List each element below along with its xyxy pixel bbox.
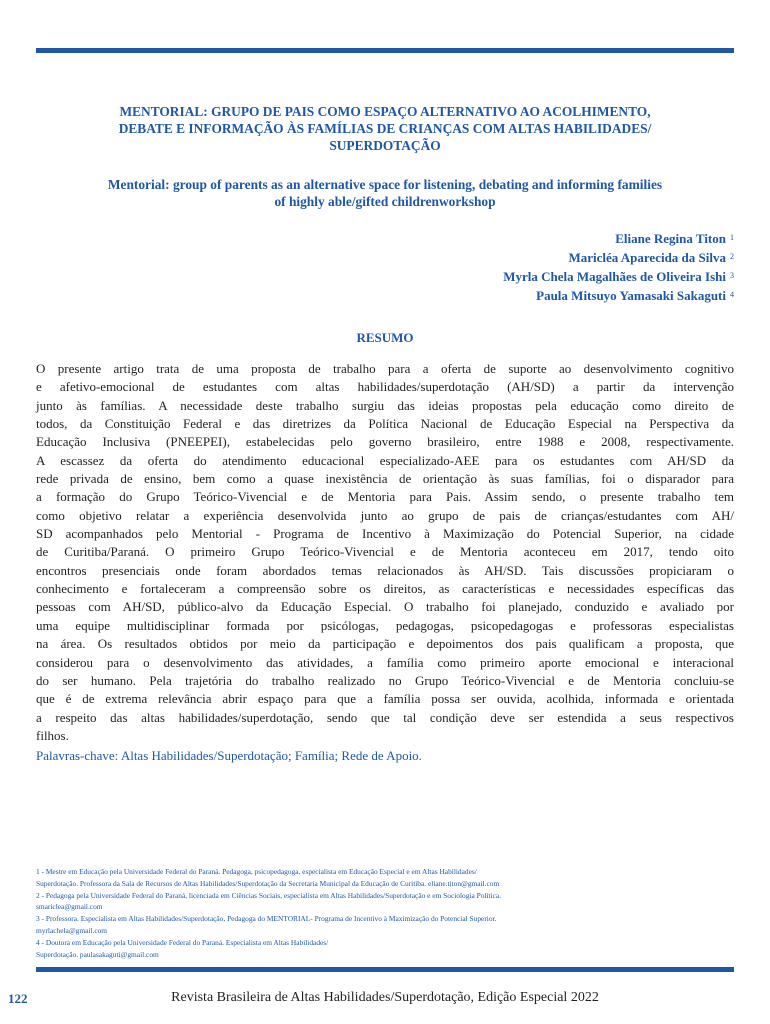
author-footnote-mark: 1 — [730, 233, 734, 242]
author-list — [234, 230, 734, 306]
title-pt-line: SUPERDOTAÇÃO — [329, 138, 441, 153]
abstract-line: a formação do Grupo Teórico-Vivencial e de Mentoria para Pais. Assim sendo, o presente trabalho tem — [36, 489, 734, 505]
author-name: Eliane Regina Titon — [615, 231, 726, 246]
keywords: Palavras-chave: Altas Habilidades/Superdotação; Família; Rede de Apoio. — [36, 748, 422, 763]
author-footnote-mark: 3 — [730, 271, 734, 280]
abstract-line: rede privada de ensino, bem como a quase inexistência de orientação às suas famílias, foi o disparador para — [36, 471, 734, 487]
footnote-line: 4 - Doutora em Educação pela Universidade Federal do Paraná. Especialista em Altas Habilidades/ — [36, 937, 329, 947]
footnotes — [36, 866, 734, 960]
author — [234, 268, 734, 287]
bottom-rule — [36, 967, 734, 972]
abstract-line: a respeito das altas habilidades/superdotação, sendo que tal condição deve ser estendida a seus respectivos — [36, 709, 734, 725]
footnote-line: Superdotação. paulasakaguti@gmail.com — [36, 949, 159, 959]
author-name: Maricléa Aparecida da Silva — [568, 250, 726, 265]
abstract-line: que é de extrema relevância abrir espaço para que a família possa ser ouvida, acolhida, informada e orientada — [36, 691, 734, 707]
author-footnote-mark: 2 — [730, 252, 734, 261]
abstract-heading: RESUMO — [356, 330, 414, 345]
footnote-line: 2 - Pedagoga pela Universidade Federal do Paraná, licenciada em Ciências Sociais, especialista em Altas Habilidades/Superdotação e em Sociologia Política. — [36, 890, 502, 900]
abstract-line: pessoas com AH/SD, público-alvo da Educação Especial. O trabalho foi planejado, conduzido e avaliado por — [36, 599, 734, 615]
abstract-line: A escassez da oferta do atendimento educacional especializado-AEE para os estudantes com AH/SD da — [36, 452, 734, 468]
title-pt-line: MENTORIAL: GRUPO DE PAIS COMO ESPAÇO ALTERNATIVO AO ACOLHIMENTO, — [119, 104, 651, 119]
abstract-line: de Curitiba/Paraná. O primeiro Grupo Teórico-Vivencial e de Mentoria aconteceu em 2017, tendo oito — [36, 544, 734, 560]
title-pt-line: DEBATE E INFORMAÇÃO ÀS FAMÍLIAS DE CRIANÇAS COM ALTAS HABILIDADES/ — [118, 121, 652, 136]
author-name: Myrla Chela Magalhães de Oliveira Ishi — [503, 269, 726, 284]
author — [234, 249, 734, 268]
abstract-line: Educação Inclusiva (PNEEPEI), estabelecidas pelo governo brasileiro, entre 1988 e 2008, respectivamente. — [36, 434, 734, 450]
abstract-line: todos, da Constituição Federal e das diretrizes da Política Nacional de Educação Especial na Perspectiva da — [36, 416, 734, 432]
abstract-line: conhecimento e fortaleceram a compreensão sobre os direitos, as características e necessidades específicas das — [36, 581, 734, 597]
abstract-line: como objetivo relatar a experiência desenvolvida junto ao grupo de pais de crianças/estudantes com AH/ — [36, 507, 734, 523]
article-title-pt — [36, 103, 734, 154]
footnote-line: 3 - Professora. Especialista em Altas Habilidades/Superdotação, Pedagoga do MENTORIAL- Programa de Incentivo à Maximização do Potencial Superior. — [36, 914, 497, 924]
page-number: 122 — [8, 991, 28, 1006]
author-name: Paula Mitsuyo Yamasaki Sakaguti — [536, 288, 726, 303]
abstract-line: junto às famílias. A necessidade deste trabalho surgiu das ideias propostas pela educação como direito de — [36, 397, 734, 413]
footnote-line: 1 - Mestre em Educação pela Universidade Federal do Paraná. Pedagoga, psicopedagoga, especialista em Educação Especial e em Altas Habilidades/ — [36, 867, 477, 876]
abstract-body — [36, 360, 734, 745]
abstract-line: considerou para o desenvolvimento das atividades, a família como primeiro aporte emocional e interacional — [36, 654, 734, 670]
footnote-line: smariclea@gmail.com — [36, 902, 103, 912]
abstract-line: O presente artigo trata de uma proposta de trabalho para a oferta de suporte ao desenvolvimento cognitivo — [36, 361, 734, 376]
author-footnote-mark: 4 — [730, 290, 734, 299]
abstract-line: e afetivo-emocional de estudantes com altas habilidades/superdotação (AH/SD) a partir da intervenção — [36, 379, 734, 395]
abstract-line: SD acompanhados pelo Mentorial - Programa de Incentivo à Maximização do Potencial Superior, na cidade — [36, 526, 734, 542]
abstract-line: encontros presenciais onde foram abordados temas relacionados às AH/SD. Tais discussões propiciaram o — [36, 562, 734, 578]
abstract-line: na área. Os resultados obtidos por meio da participação e depoimentos dos pais qualificam a proposta, que — [36, 636, 734, 652]
author — [234, 230, 734, 249]
article-title-en — [36, 176, 734, 210]
abstract-line: filhos. — [36, 727, 69, 743]
author — [234, 287, 734, 306]
footnote-line: Superdotação. Professora da Sala de Recursos de Altas Habilidades/Superdotação da Secretaria Municipal da Educação de Curitiba. eliane.titon@gmail.com — [36, 878, 500, 888]
title-en-line: of highly able/gifted childrenworkshop — [274, 194, 496, 209]
abstract-line: uma equipe multidisciplinar formada por psicólogas, pedagogas, psicopedagogas e professoras especialistas — [36, 617, 734, 633]
abstract-line: do ser humano. Pela trajetória do trabalho realizado no Grupo Teórico-Vivencial e de Mentoria concluiu-se — [36, 672, 734, 688]
footnote-line: myrlachela@gmail.com — [36, 925, 108, 935]
top-rule — [36, 48, 734, 53]
title-en-line: Mentorial: group of parents as an alternative space for listening, debating and informing families — [107, 177, 663, 192]
journal-footer: Revista Brasileira de Altas Habilidades/Superdotação, Edição Especial 2022 — [171, 990, 599, 1005]
